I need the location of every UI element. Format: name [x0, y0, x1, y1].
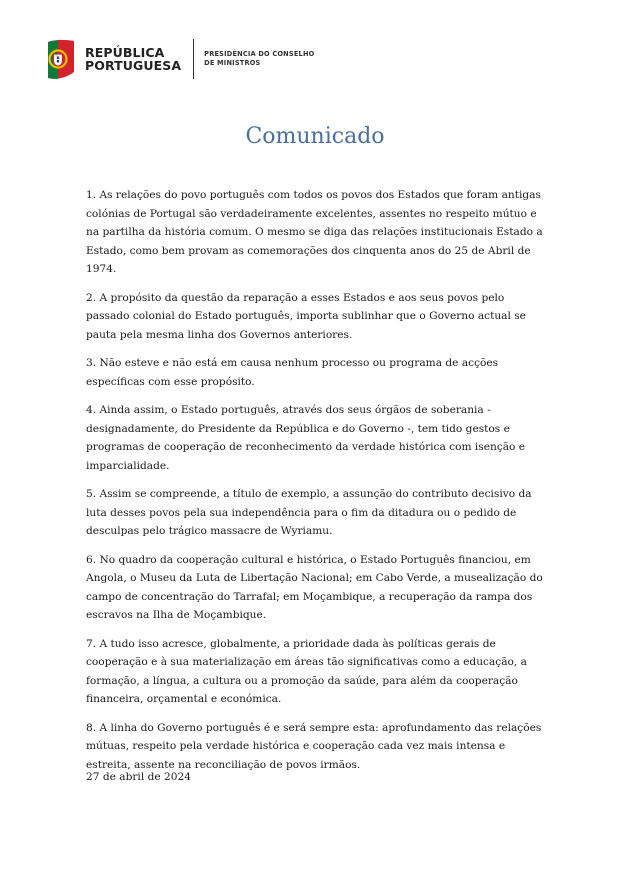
org-line-1: REPÚBLICA — [85, 45, 165, 60]
paragraph-7: 7. A tudo isso acresce, globalmente, a prioridade dada às políticas gerais de cooperação e à sua materialização em áreas tão significativas como a educação, a formação, a língua, a cultura ou a promoção da saúde, para além da cooperação financeira, orçamental e económica. — [86, 637, 527, 705]
document-body — [86, 186, 546, 784]
letterhead — [44, 38, 314, 80]
document-title: Comunicado — [245, 124, 385, 149]
paragraph-5: 5. Assim se compreende, a título de exemplo, a assunção do contributo decisivo da luta desses povos pela sua independência para o fim da ditadura ou o pedido de desculpas pelo trágico massacre de Wyriamu. — [86, 488, 532, 537]
organization-name — [85, 46, 181, 72]
paragraph-6: 6. No quadro da cooperação cultural e histórica, o Estado Português financiou, em Angola, o Museu da Luta de Libertação Nacional; em Cabo Verde, a musealização do campo de concentração do Tarrafal; em Moçambique, a recuperação da rampa dos escravos na Ilha de Moçambique. — [86, 553, 543, 621]
dept-line-2: DE MINISTROS — [204, 59, 261, 67]
paragraph-3: 3. Não esteve e não está em causa nenhum processo ou programa de acções específicas com esse propósito. — [86, 357, 499, 388]
document-date: 27 de abril de 2024 — [86, 771, 191, 783]
paragraph-2: 2. A propósito da questão da reparação a esses Estados e aos seus povos pelo passado colonial do Estado português, importa sublinhar que o Governo actual se pauta pela mesma linha dos Governos anteriores. — [86, 291, 526, 341]
org-line-2: PORTUGUESA — [85, 58, 182, 73]
header-divider — [193, 39, 194, 79]
paragraph-4: 4. Ainda assim, o Estado português, através dos seus órgãos de soberania - designadamente, do Presidente da República e do Governo -, tem tido gestos e programas de cooperação de reconhecimento da verdade histórica com isenção e imparcialidade. — [86, 404, 526, 472]
paragraph-8: 8. A linha do Governo português é e será sempre esta: aprofundamento das relações mútuas, respeito pela verdade histórica e cooperação cada vez mais intensa e estreita, assente na reconciliação de povos irmãos. — [86, 721, 542, 771]
portuguese-coat-of-arms-flag-icon — [44, 38, 78, 80]
department-name — [204, 50, 314, 68]
dept-line-1: PRESIDÊNCIA DO CONSELHO — [204, 50, 315, 58]
paragraph-1: 1. As relações do povo português com todos os povos dos Estados que foram antigas colónias de Portugal são verdadeiramente excelentes, assentes no respeito mútuo e na partilha da história comum. O mesmo se diga das relações institucionais Estado a Estado, como bem provam as comemorações dos cinquenta anos do 25 de Abril de 1974. — [86, 189, 543, 275]
